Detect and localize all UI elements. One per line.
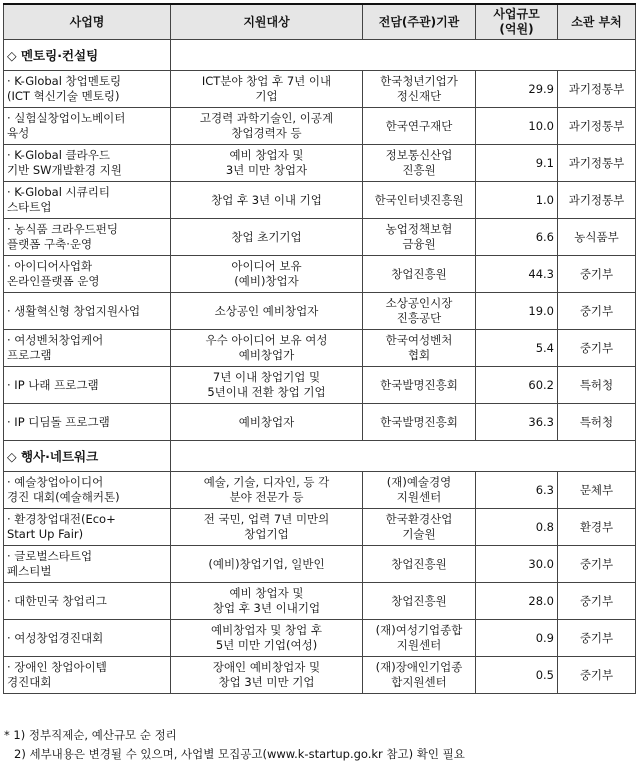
- header-ministry: 소관 부처: [558, 4, 636, 40]
- ministry-cell: 중기부: [558, 256, 636, 293]
- program-name-cell: · 장애인 창업아이템 경진대회: [4, 657, 171, 694]
- ministry-cell: 문체부: [558, 472, 636, 509]
- target-cell: 예비창업자 및 창업 후 5년 미만 기업(여성): [171, 620, 363, 657]
- budget-cell: 0.9: [476, 620, 558, 657]
- budget-cell: 29.9: [476, 71, 558, 108]
- ministry-cell: 중기부: [558, 620, 636, 657]
- ministry-cell: 중기부: [558, 657, 636, 694]
- agency-cell: (재)장애인기업종 합지원센터: [363, 657, 476, 694]
- budget-cell: 6.3: [476, 472, 558, 509]
- agency-cell: 한국연구재단: [363, 108, 476, 145]
- ministry-cell: 중기부: [558, 546, 636, 583]
- table-row: [4, 472, 636, 509]
- footnote-1: * 1) 정부직제순, 예산규모 순 정리: [4, 728, 177, 742]
- agency-cell: 한국여성벤처 협회: [363, 330, 476, 367]
- agency-cell: 소상공인시장 진흥공단: [363, 293, 476, 330]
- section-header-row: [4, 441, 636, 472]
- section-filler: [171, 441, 636, 472]
- target-cell: 소상공인 예비창업자: [171, 293, 363, 330]
- header-name: 사업명: [4, 4, 171, 40]
- budget-cell: 19.0: [476, 293, 558, 330]
- header-target: 지원대상: [171, 4, 363, 40]
- target-cell: 고경력 과학기술인, 이공계 창업경력자 등: [171, 108, 363, 145]
- agency-cell: 정보통신산업 진흥원: [363, 145, 476, 182]
- header-scale: 사업규모 (억원): [476, 4, 558, 40]
- program-name-cell: · IP 디딤돌 프로그램: [4, 404, 171, 441]
- program-name-cell: · IP 나래 프로그램: [4, 367, 171, 404]
- ministry-cell: 과기정통부: [558, 71, 636, 108]
- budget-cell: 44.3: [476, 256, 558, 293]
- budget-cell: 10.0: [476, 108, 558, 145]
- program-name-cell: · 여성창업경진대회: [4, 620, 171, 657]
- table-row: [4, 256, 636, 293]
- table-row: [4, 404, 636, 441]
- table-row: [4, 71, 636, 108]
- agency-cell: 한국발명진흥회: [363, 404, 476, 441]
- target-cell: 장애인 예비창업자 및 창업 3년 미만 기업: [171, 657, 363, 694]
- budget-cell: 9.1: [476, 145, 558, 182]
- table-header-row: [4, 4, 636, 40]
- ministry-cell: 과기정통부: [558, 108, 636, 145]
- table-row: [4, 657, 636, 694]
- agency-cell: 한국청년기업가 정신재단: [363, 71, 476, 108]
- ministry-cell: 과기정통부: [558, 145, 636, 182]
- ministry-cell: 농식품부: [558, 219, 636, 256]
- table-body: [4, 40, 636, 694]
- target-cell: 우수 아이디어 보유 여성 예비창업가: [171, 330, 363, 367]
- budget-cell: 5.4: [476, 330, 558, 367]
- budget-cell: 28.0: [476, 583, 558, 620]
- ministry-cell: 환경부: [558, 509, 636, 546]
- program-name-cell: · K-Global 시큐리티 스타트업: [4, 182, 171, 219]
- program-name-cell: · 여성벤처창업케어 프로그램: [4, 330, 171, 367]
- agency-cell: 창업진흥원: [363, 583, 476, 620]
- program-name-cell: · 글로벌스타트업 페스티벌: [4, 546, 171, 583]
- section-title: ◇ 행사·네트워크: [4, 441, 171, 472]
- budget-cell: 30.0: [476, 546, 558, 583]
- agency-cell: 농업정책보험 금융원: [363, 219, 476, 256]
- table-row: [4, 509, 636, 546]
- table-row: [4, 620, 636, 657]
- table-row: [4, 182, 636, 219]
- agency-cell: (재)예술경영 지원센터: [363, 472, 476, 509]
- program-name-cell: · 환경창업대전(Eco+ Start Up Fair): [4, 509, 171, 546]
- target-cell: ICT분야 창업 후 7년 이내 기업: [171, 71, 363, 108]
- agency-cell: 한국인터넷진흥원: [363, 182, 476, 219]
- target-cell: 예비 창업자 및 창업 후 3년 이내기업: [171, 583, 363, 620]
- budget-cell: 0.8: [476, 509, 558, 546]
- agency-cell: 창업진흥원: [363, 256, 476, 293]
- startup-support-table: [3, 3, 636, 694]
- ministry-cell: 중기부: [558, 293, 636, 330]
- agency-cell: 한국환경산업 기술원: [363, 509, 476, 546]
- header-agency: 전담(주관)기관: [363, 4, 476, 40]
- target-cell: 예술, 기술, 디자인, 등 각 분야 전문가 등: [171, 472, 363, 509]
- target-cell: 창업 후 3년 이내 기업: [171, 182, 363, 219]
- table-row: [4, 108, 636, 145]
- target-cell: 전 국민, 업력 7년 미만의 창업기업: [171, 509, 363, 546]
- program-name-cell: · 예술창업아이디어 경진 대회(예술해커톤): [4, 472, 171, 509]
- program-name-cell: · 대한민국 창업리그: [4, 583, 171, 620]
- program-name-cell: · 농식품 크라우드펀딩 플랫폼 구축·운영: [4, 219, 171, 256]
- program-name-cell: · 생활혁신형 창업지원사업: [4, 293, 171, 330]
- section-header-row: [4, 40, 636, 71]
- ministry-cell: 중기부: [558, 583, 636, 620]
- budget-cell: 60.2: [476, 367, 558, 404]
- target-cell: 아이디어 보유 (예비)창업자: [171, 256, 363, 293]
- target-cell: 7년 이내 창업기업 및 5년이내 전환 창업 기업: [171, 367, 363, 404]
- ministry-cell: 특허청: [558, 404, 636, 441]
- budget-cell: 6.6: [476, 219, 558, 256]
- target-cell: 창업 초기기업: [171, 219, 363, 256]
- table-row: [4, 546, 636, 583]
- program-name-cell: · 아이디어사업화 온라인플랫폼 운영: [4, 256, 171, 293]
- footnote-2: 2) 세부내용은 변경될 수 있으며, 사업별 모집공고(www.k-startup.go.kr 참고) 확인 필요: [14, 747, 465, 761]
- table-row: [4, 145, 636, 182]
- agency-cell: 창업진흥원: [363, 546, 476, 583]
- budget-cell: 36.3: [476, 404, 558, 441]
- ministry-cell: 과기정통부: [558, 182, 636, 219]
- budget-cell: 0.5: [476, 657, 558, 694]
- table-row: [4, 367, 636, 404]
- table-row: [4, 330, 636, 367]
- target-cell: 예비 창업자 및 3년 미만 창업자: [171, 145, 363, 182]
- ministry-cell: 중기부: [558, 330, 636, 367]
- table-row: [4, 293, 636, 330]
- agency-cell: (재)여성기업종합 지원센터: [363, 620, 476, 657]
- budget-cell: 1.0: [476, 182, 558, 219]
- program-name-cell: · 실험실창업이노베이터 육성: [4, 108, 171, 145]
- target-cell: (예비)창업기업, 일반인: [171, 546, 363, 583]
- ministry-cell: 특허청: [558, 367, 636, 404]
- table-row: [4, 583, 636, 620]
- agency-cell: 한국발명진흥회: [363, 367, 476, 404]
- target-cell: 예비창업자: [171, 404, 363, 441]
- section-title: ◇ 멘토링·컨설팅: [4, 40, 171, 71]
- program-name-cell: · K-Global 클라우드 기반 SW개발환경 지원: [4, 145, 171, 182]
- section-filler: [171, 40, 636, 71]
- table-row: [4, 219, 636, 256]
- program-name-cell: · K-Global 창업멘토링 (ICT 혁신기술 멘토링): [4, 71, 171, 108]
